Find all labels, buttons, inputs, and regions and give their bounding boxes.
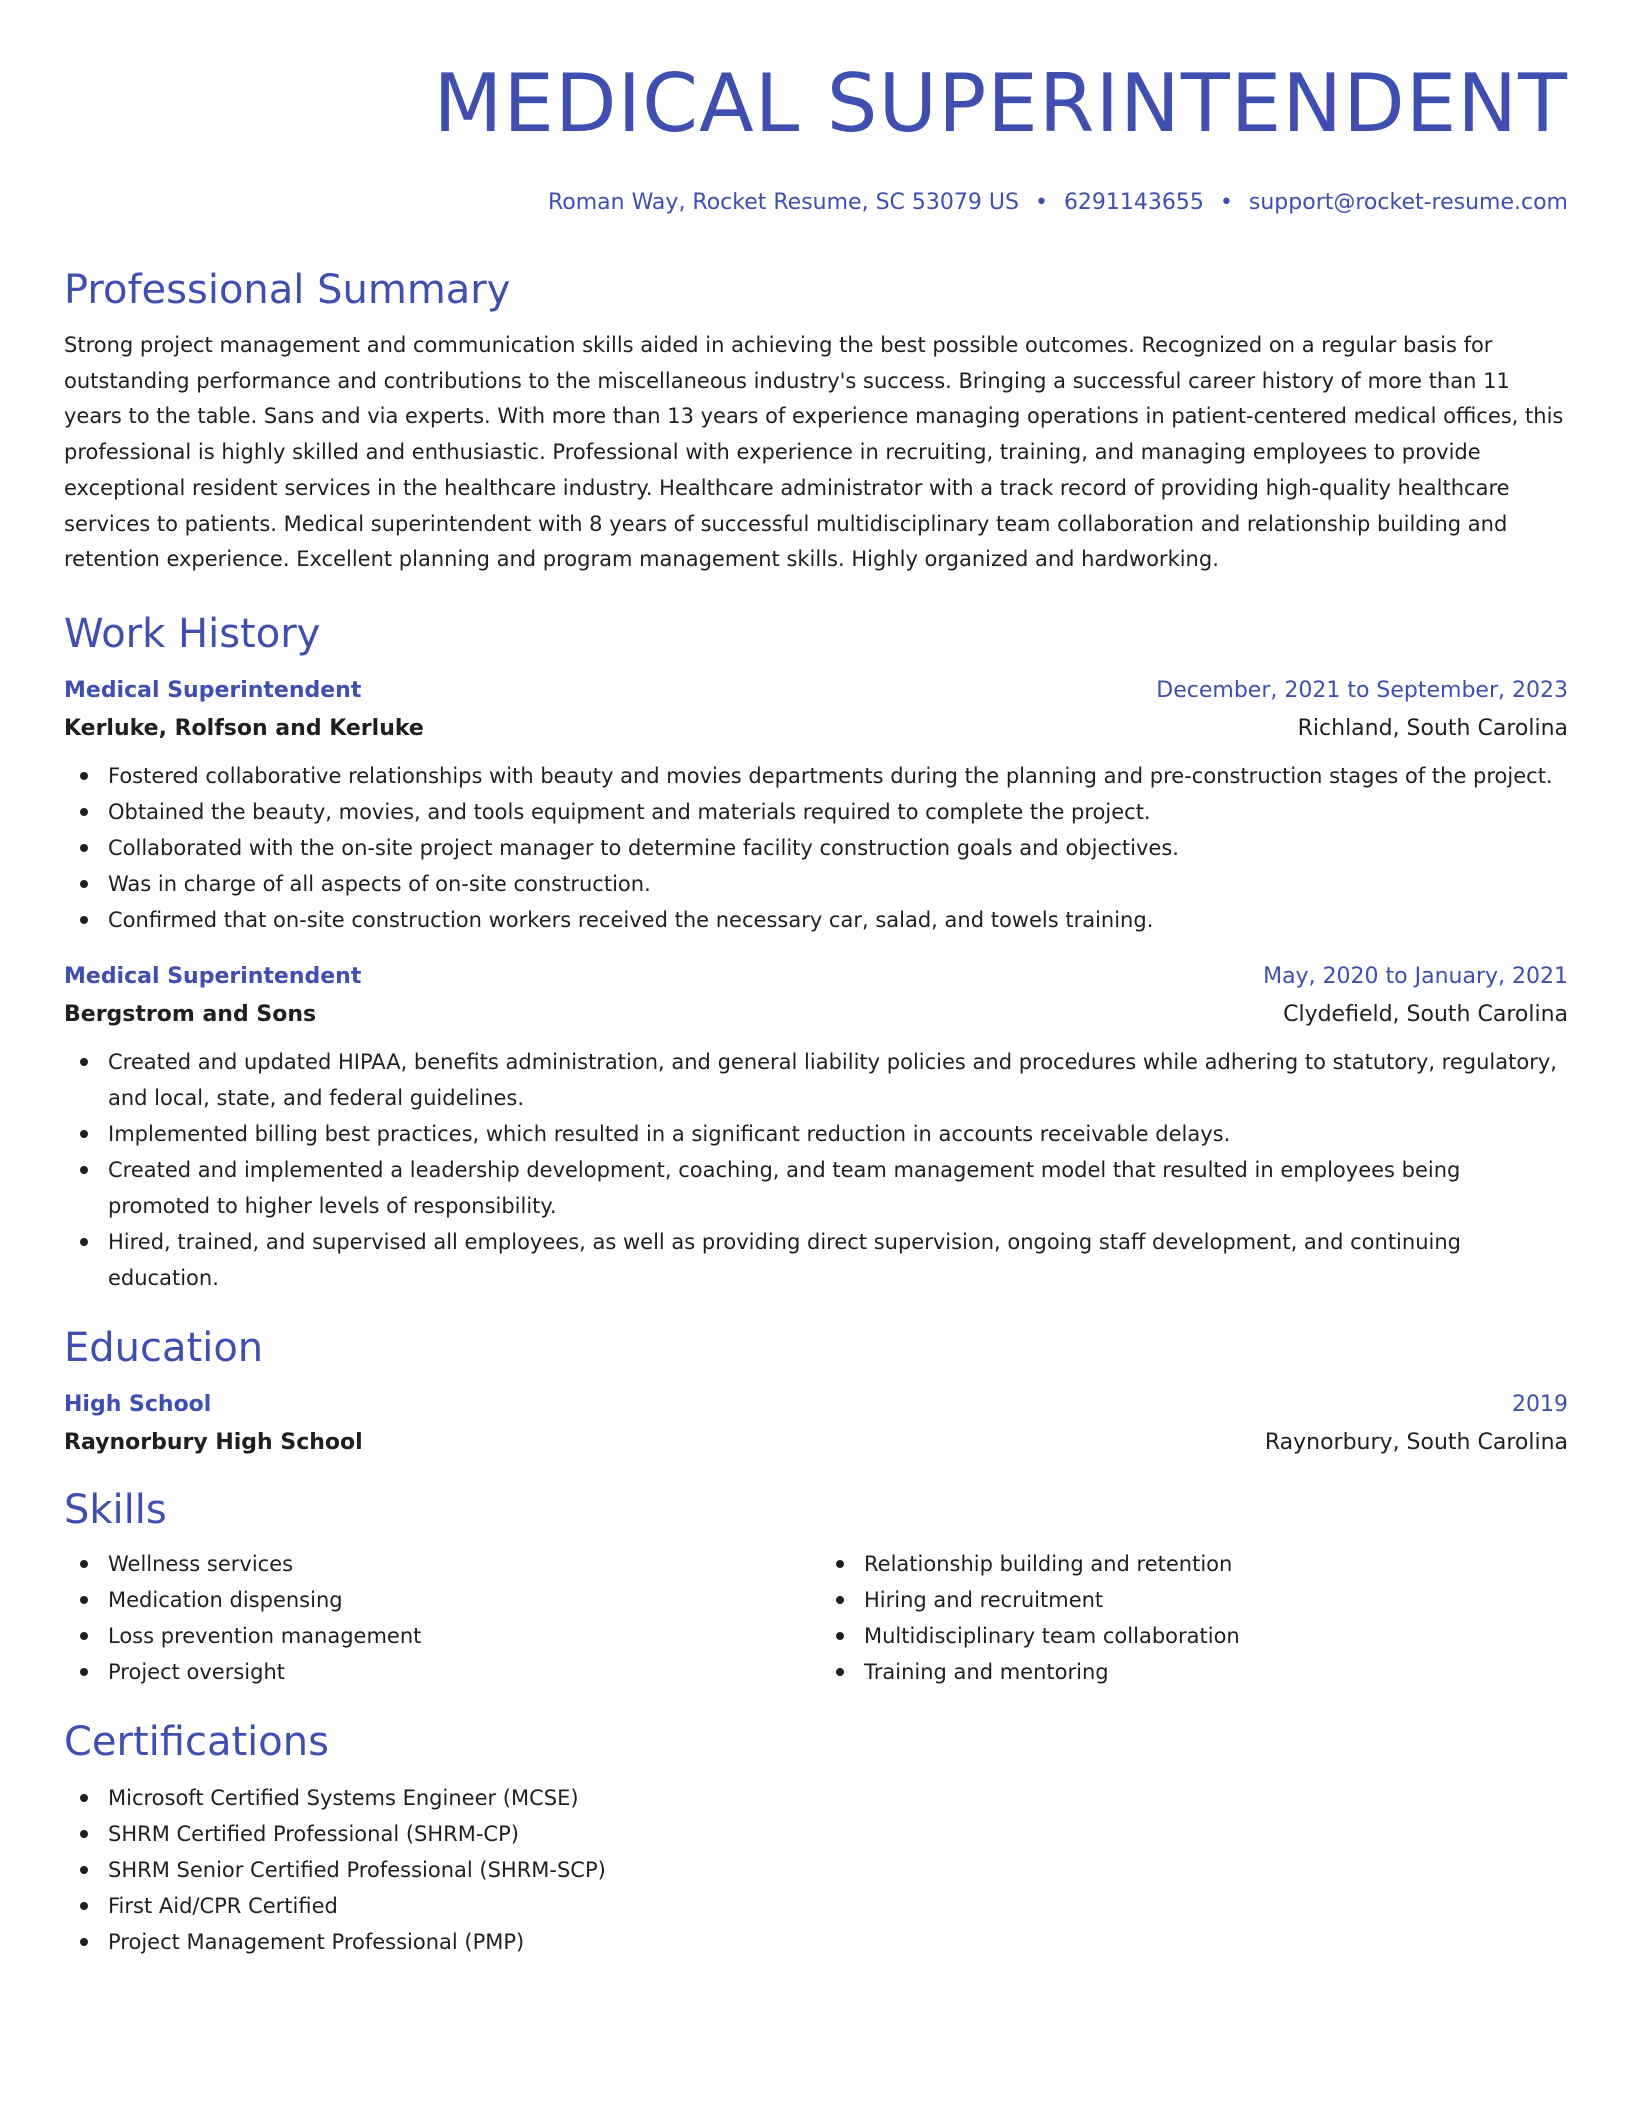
contact-separator: • [1034, 190, 1048, 215]
job-bullet: Collaborated with the on-site project manager to determine facility construction goals and objectives. [64, 830, 1568, 866]
job-entry [64, 676, 1568, 938]
job-bullet: Created and implemented a leadership development, coaching, and team management model that resulted in employees being promoted to higher levels of responsibility. [64, 1152, 1568, 1224]
certifications-heading: Certifications [64, 1718, 329, 1765]
job-role: Medical Superintendent [64, 677, 362, 703]
job-bullet: Was in charge of all aspects of on-site construction. [64, 866, 1568, 902]
resume-name: MEDICAL SUPERINTENDENT [433, 57, 1568, 150]
job-bullet: Fostered collaborative relationships with beauty and movies departments during the planning and pre-construction stages of the project. [64, 758, 1568, 794]
job-bullet: Confirmed that on-site construction workers received the necessary car, salad, and towels training. [64, 902, 1568, 938]
skill-item: Loss prevention management [64, 1618, 816, 1654]
job-bullets [64, 1044, 1568, 1296]
certification-item: Microsoft Certified Systems Engineer (MCSE) [64, 1780, 1568, 1816]
summary-heading: Professional Summary [64, 267, 511, 313]
skills-grid [64, 1546, 1568, 1690]
skill-item: Medication dispensing [64, 1582, 816, 1618]
job-bullet: Hired, trained, and supervised all employees, as well as providing direct supervision, ongoing staff development, and continuing education. [64, 1224, 1568, 1296]
job-dates: May, 2020 to January, 2021 [1263, 963, 1568, 989]
resume-header [64, 56, 1568, 218]
education-degree: High School [64, 1391, 212, 1417]
contact-separator: • [1219, 190, 1233, 215]
skills-list-right [816, 1546, 1568, 1690]
certification-item: Project Management Professional (PMP) [64, 1924, 1568, 1960]
summary-section [64, 266, 1568, 578]
education-location: Raynorbury, South Carolina [1264, 1429, 1568, 1455]
skill-item: Training and mentoring [820, 1654, 1568, 1690]
skill-item: Relationship building and retention [820, 1546, 1568, 1582]
work-history-heading: Work History [64, 610, 321, 657]
job-bullet: Created and updated HIPAA, benefits administration, and general liability policies and procedures while adhering to statutory, regulatory, and local, state, and federal guidelines. [64, 1044, 1568, 1116]
education-section [64, 1324, 1568, 1458]
contact-line [64, 188, 1568, 218]
certifications-list [64, 1780, 1568, 1960]
contact-email: support@rocket-resume.com [1248, 190, 1568, 215]
work-history-section [64, 610, 1568, 1296]
certification-item: First Aid/CPR Certified [64, 1888, 1568, 1924]
contact-address: Roman Way, Rocket Resume, SC 53079 US [547, 190, 1019, 215]
certification-item: SHRM Senior Certified Professional (SHRM-SCP) [64, 1852, 1568, 1888]
contact-phone: 6291143655 [1063, 190, 1204, 215]
skills-section [64, 1486, 1568, 1690]
skills-list-left [64, 1546, 816, 1690]
skill-item: Project oversight [64, 1654, 816, 1690]
job-role: Medical Superintendent [64, 963, 362, 989]
education-school: Raynorbury High School [64, 1429, 363, 1455]
education-year: 2019 [1512, 1391, 1568, 1417]
education-heading: Education [64, 1324, 264, 1371]
education-entry [64, 1390, 1568, 1458]
skill-item: Wellness services [64, 1546, 816, 1582]
job-company: Kerluke, Rolfson and Kerluke [64, 715, 424, 741]
job-bullet: Obtained the beauty, movies, and tools equipment and materials required to complete the project. [64, 794, 1568, 830]
skill-item: Hiring and recruitment [820, 1582, 1568, 1618]
job-location: Clydefield, South Carolina [1283, 1001, 1568, 1027]
skills-heading: Skills [64, 1486, 167, 1533]
certification-item: SHRM Certified Professional (SHRM-CP) [64, 1816, 1568, 1852]
certifications-section [64, 1718, 1568, 1960]
job-bullet: Implemented billing best practices, which resulted in a significant reduction in accounts receivable delays. [64, 1116, 1568, 1152]
skill-item: Multidisciplinary team collaboration [820, 1618, 1568, 1654]
job-dates: December, 2021 to September, 2023 [1156, 677, 1568, 703]
job-company: Bergstrom and Sons [64, 1001, 317, 1027]
job-bullets [64, 758, 1568, 938]
job-entry [64, 962, 1568, 1296]
summary-text: Strong project management and communication skills aided in achieving the best possible outcomes. Recognized on a regular basis for outstanding performance and contributions to the miscellaneous industry's success. Bringing a successful career history of more than 11 years to the table. Sans and via experts. With more than 13 years of experience managing operations in patient-centered medical offices, this professional is highly skilled and enthusiastic. Professional with experience in recruiting, training, and managing employees to provide exceptional resident services in the healthcare industry. Healthcare administrator with a track record of providing high-quality healthcare services to patients. Medical superintendent with 8 years of successful multidisciplinary team collaboration and relationship building and retention experience. Excellent planning and program management skills. Highly organized and hardworking. [64, 333, 1564, 572]
job-location: Richland, South Carolina [1297, 715, 1568, 741]
